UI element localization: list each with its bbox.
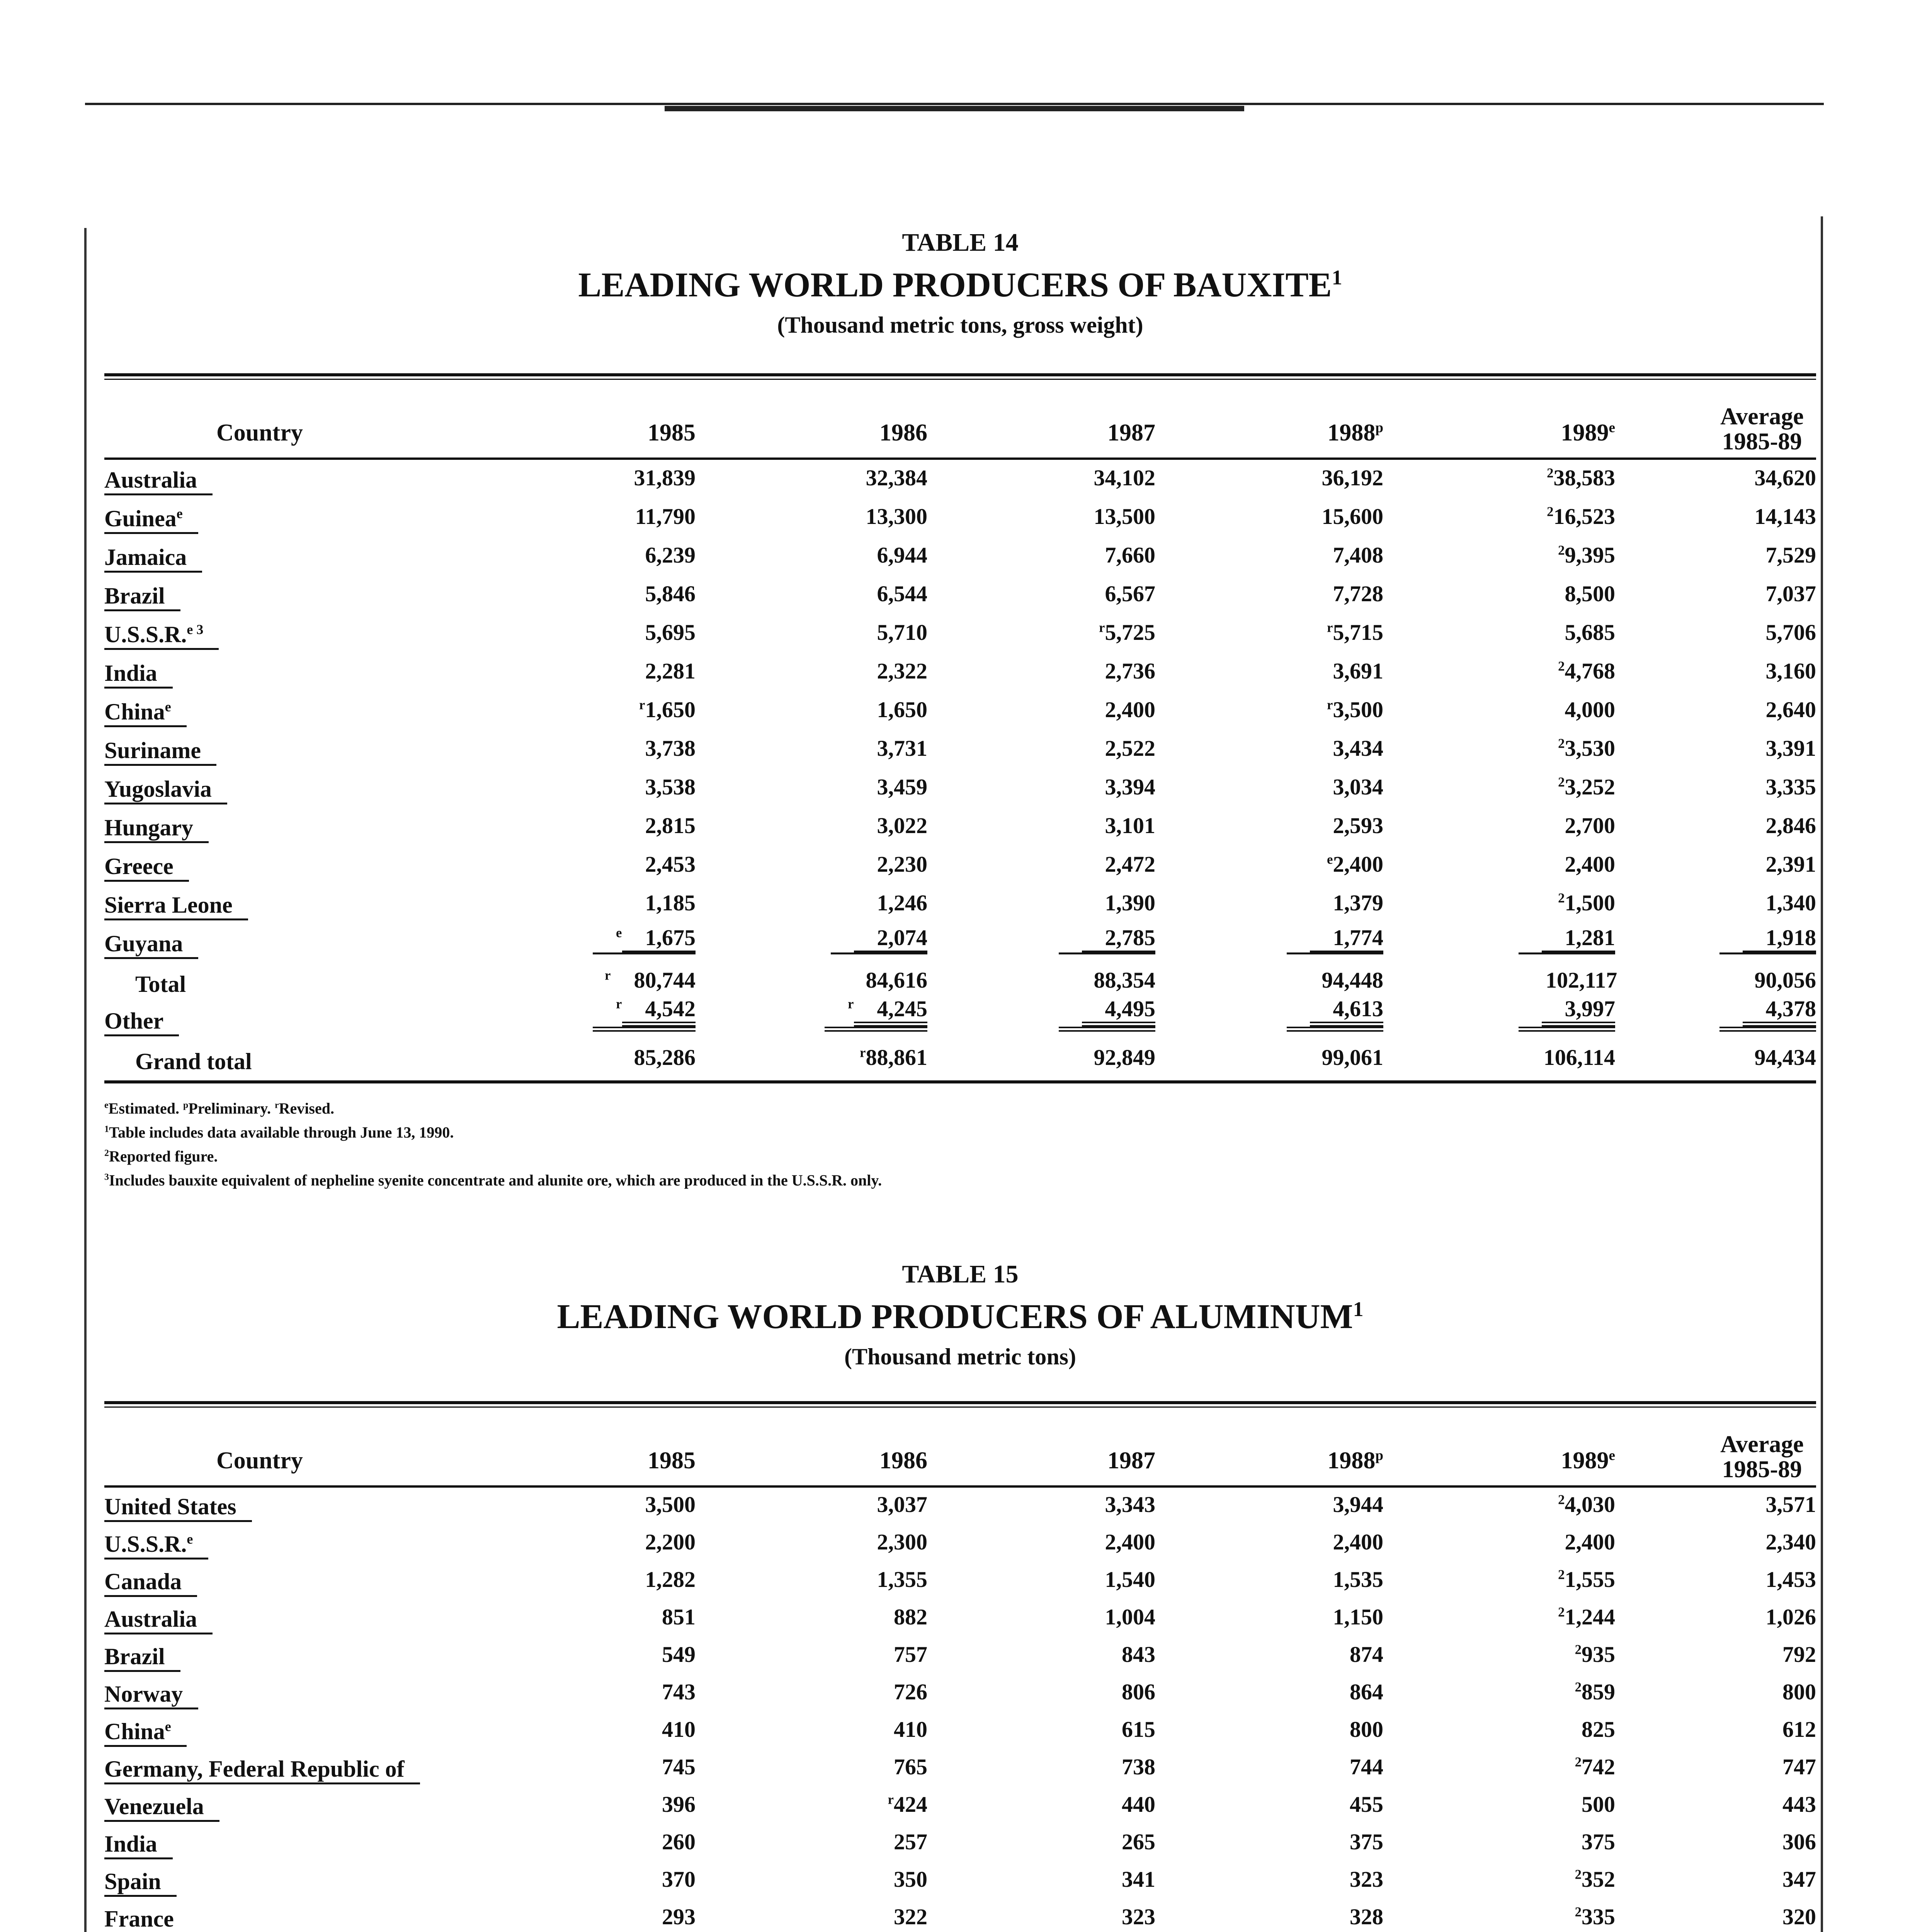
value-cell: 1,540 (1105, 1567, 1155, 1592)
table-row (104, 576, 1816, 614)
value-cell: 843 (1122, 1642, 1155, 1667)
right-margin-line (1821, 216, 1823, 1932)
value-cell: 2,846 (1765, 813, 1816, 838)
header-country: Country (216, 1447, 303, 1474)
table-row (104, 460, 1816, 498)
value-cell: 2,281 (645, 658, 696, 684)
table-number: TABLE 14 (902, 228, 1019, 257)
value-cell: 3,391 (1765, 736, 1816, 761)
value-cell: 265 (1122, 1829, 1155, 1854)
value-cell: 744 (1350, 1754, 1383, 1779)
value-cell: 1,774 (1267, 925, 1383, 954)
header-1989: 1989e (1561, 1447, 1615, 1474)
header-country: Country (216, 420, 303, 446)
value-cell: 3,997 (1499, 996, 1615, 1032)
table-15 (104, 1260, 1816, 1932)
country-name: Norway (104, 1681, 198, 1709)
top-rule-thick (665, 106, 1244, 111)
value-cell: 14,143 (1754, 504, 1816, 529)
value-cell: 500 (1582, 1792, 1615, 1817)
value-cell: 3,538 (645, 774, 696, 799)
value-cell: 7,529 (1765, 543, 1816, 568)
header-1989: 1989e (1561, 420, 1615, 446)
country-name: Guyana (104, 930, 198, 959)
value-cell: $^2$1,555 (1558, 1567, 1615, 1592)
value-cell: 3,738 (645, 736, 696, 761)
value-cell: 2,785 (1039, 925, 1155, 954)
value-cell: 549 (662, 1642, 696, 1667)
value-cell: 102,117 (1546, 968, 1617, 993)
value-cell: $^e$2,400 (1327, 852, 1383, 877)
value-cell: 1,650 (877, 697, 927, 722)
value-cell: 3,022 (877, 813, 927, 838)
top-rule (85, 103, 1824, 105)
value-cell: 1,918 (1700, 925, 1816, 954)
table-14 (104, 228, 1816, 1192)
table-number: TABLE 15 (902, 1260, 1019, 1288)
value-cell: 323 (1122, 1904, 1155, 1929)
value-cell: 6,944 (877, 543, 927, 568)
table-row (104, 692, 1816, 730)
country-name: Canada (104, 1568, 197, 1597)
header-1987: 1987 (1107, 420, 1155, 446)
value-cell: 2,230 (877, 852, 927, 877)
table-row (104, 885, 1816, 923)
value-cell: 3,101 (1105, 813, 1155, 838)
value-cell: $^r$3,500 (1327, 697, 1383, 722)
table-end-rule (104, 1080, 1816, 1083)
value-cell: $^r$424 (888, 1792, 927, 1817)
value-cell: 5,695 (645, 620, 696, 645)
value-cell: $^2$38,583 (1547, 465, 1615, 490)
value-cell: 370 (662, 1867, 696, 1892)
header-1985: 1985 (648, 420, 696, 446)
table-title: LEADING WORLD PRODUCERS OF ALUMINUM$^1$ (557, 1298, 1364, 1336)
value-cell: 738 (1122, 1754, 1155, 1779)
value-cell: 84,616 (866, 968, 927, 993)
table-row (104, 846, 1816, 885)
value-cell: 1,282 (645, 1567, 696, 1592)
country-name: Hungary (104, 815, 209, 843)
value-cell: 7,408 (1333, 543, 1383, 568)
value-cell: 3,160 (1765, 658, 1816, 684)
footnote: $^3$Includes bauxite equivalent of nepheline syenite concentrate and alunite ore, which are produced in the U.S.S.R. only. (104, 1172, 882, 1189)
value-cell: $^2$1,500 (1558, 890, 1615, 915)
country-name: Total (135, 971, 186, 997)
table-row (104, 537, 1816, 576)
value-cell: $^r$88,861 (860, 1045, 927, 1070)
value-cell: 3,394 (1105, 774, 1155, 799)
value-cell: $^2$16,523 (1547, 504, 1615, 529)
header-average: Average 1985-89 (1720, 1431, 1804, 1483)
value-cell: 34,102 (1094, 465, 1155, 490)
table-subtitle: (Thousand metric tons, gross weight) (777, 312, 1143, 338)
value-cell: $^e$ 1,675 (580, 925, 696, 954)
value-cell: 1,453 (1765, 1567, 1816, 1592)
value-cell: 440 (1122, 1792, 1155, 1817)
value-cell: 806 (1122, 1679, 1155, 1704)
country-name: U.S.S.R.$^{e 3}$ (104, 621, 219, 650)
value-cell: 7,728 (1333, 581, 1383, 606)
value-cell: 3,571 (1765, 1492, 1816, 1517)
table-row (104, 730, 1816, 769)
value-cell: 615 (1122, 1717, 1155, 1742)
table-row (104, 1638, 1816, 1675)
table-row (104, 1900, 1816, 1932)
header-1987: 1987 (1107, 1447, 1155, 1474)
grand-row (104, 1039, 1816, 1078)
value-cell: $^2$9,395 (1558, 543, 1615, 568)
value-cell: 1,246 (877, 890, 927, 915)
value-cell: 2,472 (1105, 852, 1155, 877)
value-cell: 443 (1782, 1792, 1816, 1817)
value-cell: 757 (894, 1642, 927, 1667)
value-cell: 3,034 (1333, 774, 1383, 799)
value-cell: $^2$859 (1575, 1679, 1615, 1704)
country-name: Venezuela (104, 1793, 219, 1822)
value-cell: 341 (1122, 1867, 1155, 1892)
table-row (104, 808, 1816, 846)
value-cell: 36,192 (1321, 465, 1383, 490)
value-cell: 792 (1782, 1642, 1816, 1667)
value-cell: 825 (1582, 1717, 1615, 1742)
header-1985: 1985 (648, 1447, 696, 1474)
value-cell: $^2$742 (1575, 1754, 1615, 1779)
header-1986: 1986 (879, 420, 927, 446)
table-row (104, 1862, 1816, 1900)
country-name: Brazil (104, 583, 180, 611)
value-cell: $^2$935 (1575, 1642, 1615, 1667)
country-name: China$^e$ (104, 1718, 187, 1747)
value-cell: 34,620 (1754, 465, 1816, 490)
value-cell: 5,846 (645, 581, 696, 606)
value-cell: 2,322 (877, 658, 927, 684)
value-cell: 7,660 (1105, 543, 1155, 568)
value-cell: 320 (1782, 1904, 1816, 1929)
value-cell: 8,500 (1565, 581, 1615, 606)
value-cell: 3,500 (645, 1492, 696, 1517)
footnote: $^1$Table includes data available through June 13, 1990. (104, 1124, 454, 1141)
value-cell: $^2$335 (1575, 1904, 1615, 1929)
value-cell: 2,400 (1565, 852, 1615, 877)
value-cell: 7,037 (1765, 581, 1816, 606)
value-cell: 4,000 (1565, 697, 1615, 722)
value-cell: 1,340 (1765, 890, 1816, 915)
header-1988: 1988$^p$ (1327, 1447, 1383, 1474)
value-cell: 257 (894, 1829, 927, 1854)
table-row (104, 653, 1816, 692)
uline-row (104, 923, 1816, 962)
value-cell: 322 (894, 1904, 927, 1929)
header-1986: 1986 (879, 1447, 927, 1474)
value-cell: 874 (1350, 1642, 1383, 1667)
value-cell: 3,037 (877, 1492, 927, 1517)
value-cell: 3,434 (1333, 736, 1383, 761)
total-row (104, 962, 1816, 1001)
value-cell: 2,391 (1765, 852, 1816, 877)
value-cell: 5,685 (1565, 620, 1615, 645)
value-cell: 2,340 (1765, 1529, 1816, 1554)
value-cell: 1,379 (1333, 890, 1383, 915)
value-cell: 15,600 (1321, 504, 1383, 529)
value-cell: $^r$1,650 (639, 697, 696, 722)
country-name: Australia (104, 467, 213, 495)
value-cell: $^2$352 (1575, 1867, 1615, 1892)
value-cell: $^r$5,725 (1099, 620, 1155, 645)
value-cell: 306 (1782, 1829, 1816, 1854)
value-cell: 3,944 (1333, 1492, 1383, 1517)
value-cell: 1,026 (1765, 1604, 1816, 1629)
country-name: Spain (104, 1868, 177, 1897)
value-cell: 11,790 (635, 504, 696, 529)
country-name: China$^e$ (104, 699, 187, 727)
value-cell: 6,544 (877, 581, 927, 606)
value-cell: 32,384 (866, 465, 927, 490)
header-1988: 1988$^p$ (1327, 420, 1383, 446)
dline-row (104, 996, 1816, 1039)
value-cell: 323 (1350, 1867, 1383, 1892)
table-header (104, 1401, 1816, 1488)
value-cell: 6,567 (1105, 581, 1155, 606)
value-cell: 6,239 (645, 543, 696, 568)
table-row (104, 1600, 1816, 1638)
value-cell: 328 (1350, 1904, 1383, 1929)
table-row (104, 1713, 1816, 1750)
table-row (104, 1675, 1816, 1713)
value-cell: 90,056 (1754, 968, 1816, 993)
value-cell: 3,691 (1333, 658, 1383, 684)
country-name: United States (104, 1493, 252, 1522)
value-cell: 2,300 (877, 1529, 927, 1554)
value-cell: 2,400 (1333, 1529, 1383, 1554)
value-cell: $^2$3,530 (1558, 736, 1615, 761)
country-name: Yugoslavia (104, 776, 227, 804)
value-cell: 4,378 (1700, 996, 1816, 1032)
country-name: U.S.S.R.$^e$ (104, 1531, 208, 1560)
value-cell: $^2$1,244 (1558, 1604, 1615, 1629)
value-cell: 375 (1350, 1829, 1383, 1854)
table-row (104, 498, 1816, 537)
value-cell: 2,400 (1105, 1529, 1155, 1554)
table-row (104, 1825, 1816, 1862)
value-cell: 31,839 (634, 465, 696, 490)
value-cell: 455 (1350, 1792, 1383, 1817)
value-cell: 106,114 (1543, 1045, 1615, 1070)
value-cell: 13,500 (1094, 504, 1155, 529)
value-cell: 851 (662, 1604, 696, 1629)
value-cell: 612 (1782, 1717, 1816, 1742)
country-name: Greece (104, 853, 189, 882)
country-name: Jamaica (104, 544, 202, 573)
value-cell: 5,710 (877, 620, 927, 645)
value-cell: 800 (1782, 1679, 1816, 1704)
value-cell: 2,400 (1105, 697, 1155, 722)
country-name: India (104, 1831, 173, 1859)
value-cell: 3,343 (1105, 1492, 1155, 1517)
country-name: India (104, 660, 173, 689)
value-cell: 99,061 (1321, 1045, 1383, 1070)
value-cell: 726 (894, 1679, 927, 1704)
value-cell: $^r$5,715 (1327, 620, 1383, 645)
value-cell: 3,335 (1765, 774, 1816, 799)
table-row (104, 1787, 1816, 1825)
country-name: Australia (104, 1606, 213, 1634)
value-cell: 1,281 (1499, 925, 1615, 954)
value-cell: 92,849 (1094, 1045, 1155, 1070)
value-cell: 1,004 (1105, 1604, 1155, 1629)
value-cell: 2,700 (1565, 813, 1615, 838)
value-cell: 743 (662, 1679, 696, 1704)
value-cell: $^2$4,768 (1558, 658, 1615, 684)
value-cell: $^2$4,030 (1558, 1492, 1615, 1517)
value-cell: 396 (662, 1792, 696, 1817)
value-cell: $^r$ 4,245 (811, 996, 927, 1032)
country-name: Germany, Federal Republic of (104, 1756, 420, 1784)
table-row (104, 1525, 1816, 1563)
country-name: Grand total (135, 1049, 252, 1074)
footnote: $^e$Estimated. $^p$Preliminary. $^r$Revised. (104, 1100, 334, 1117)
country-name: France (104, 1906, 189, 1932)
value-cell: 293 (662, 1904, 696, 1929)
value-cell: 800 (1350, 1717, 1383, 1742)
value-cell: 4,613 (1267, 996, 1383, 1032)
value-cell: 410 (662, 1717, 696, 1742)
table-subtitle: (Thousand metric tons) (844, 1344, 1077, 1369)
value-cell: 2,200 (645, 1529, 696, 1554)
value-cell: 85,286 (634, 1045, 696, 1070)
value-cell: 347 (1782, 1867, 1816, 1892)
table-title: LEADING WORLD PRODUCERS OF BAUXITE$^1$ (578, 266, 1342, 304)
value-cell: 260 (662, 1829, 696, 1854)
country-name: Suriname (104, 737, 216, 766)
value-cell: 747 (1782, 1754, 1816, 1779)
table-row (104, 769, 1816, 808)
value-cell: 350 (894, 1867, 927, 1892)
value-cell: 5,706 (1765, 620, 1816, 645)
value-cell: 94,448 (1321, 968, 1383, 993)
value-cell: $^r$ 4,542 (580, 996, 696, 1032)
footnote: $^2$Reported figure. (104, 1148, 218, 1165)
country-name: Guinea$^e$ (104, 505, 198, 534)
table-notes (104, 1097, 1816, 1192)
value-cell: 1,150 (1333, 1604, 1383, 1629)
header-average: Average 1985-89 (1720, 403, 1804, 455)
value-cell: 4,495 (1039, 996, 1155, 1032)
value-cell: 1,390 (1105, 890, 1155, 915)
table-row (104, 614, 1816, 653)
table-row (104, 1488, 1816, 1525)
value-cell: 1,535 (1333, 1567, 1383, 1592)
left-margin-line (84, 228, 87, 1932)
value-cell: 94,434 (1754, 1045, 1816, 1070)
country-name: Other (104, 1008, 179, 1036)
value-cell: 2,593 (1333, 813, 1383, 838)
country-name: Sierra Leone (104, 892, 248, 920)
value-cell: 3,731 (877, 736, 927, 761)
value-cell: 1,355 (877, 1567, 927, 1592)
value-cell: 410 (894, 1717, 927, 1742)
value-cell: 2,400 (1565, 1529, 1615, 1554)
table-header (104, 373, 1816, 460)
value-cell: $^2$3,252 (1558, 774, 1615, 799)
value-cell: 2,815 (645, 813, 696, 838)
value-cell: 745 (662, 1754, 696, 1779)
table-row (104, 1563, 1816, 1600)
table-row (104, 1750, 1816, 1787)
value-cell: 765 (894, 1754, 927, 1779)
value-cell: 88,354 (1094, 968, 1155, 993)
value-cell: 2,736 (1105, 658, 1155, 684)
country-name: Brazil (104, 1643, 180, 1672)
value-cell: 882 (894, 1604, 927, 1629)
value-cell: 1,185 (645, 890, 696, 915)
value-cell: 2,074 (811, 925, 927, 954)
value-cell: 3,459 (877, 774, 927, 799)
value-cell: $^r$ 80,744 (605, 968, 696, 993)
value-cell: 13,300 (866, 504, 927, 529)
value-cell: 2,640 (1765, 697, 1816, 722)
value-cell: 864 (1350, 1679, 1383, 1704)
value-cell: 375 (1582, 1829, 1615, 1854)
value-cell: 2,453 (645, 852, 696, 877)
value-cell: 2,522 (1105, 736, 1155, 761)
